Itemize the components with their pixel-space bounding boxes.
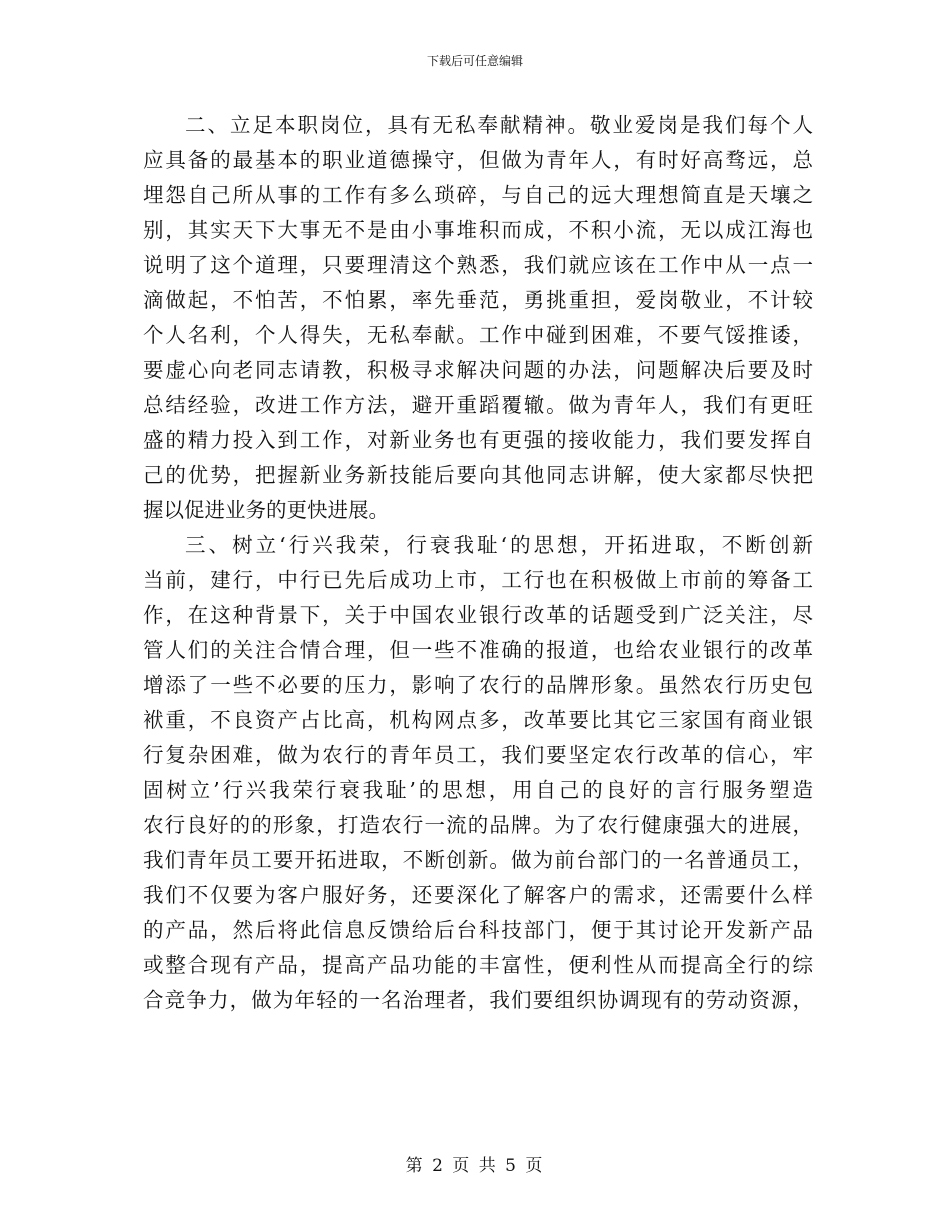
page-header: 下载后可任意编辑 (426, 54, 523, 68)
text-line: 管人们的关注合情合理，但一些不准确的报道，也给农业银行的改革 (143, 638, 813, 662)
text-line: 我们青年员工要开拓进取，不断创新。做为前台部门的一名普通员工， (143, 848, 813, 872)
text-line: 别，其实天下大事无不是由小事堆积而成，不积小流，无以成江海也 (143, 218, 813, 242)
text-line: 行复杂困难，做为农行的青年员工，我们要坚定农行改革的信心，牢 (143, 743, 813, 767)
text-line: 农行良好的的形象，打造农行一流的品牌。为了农行健康强大的进展， (143, 813, 813, 837)
page-footer: 第 2 页 共 5 页 (405, 1156, 545, 1176)
text-line: 埋怨自己所从事的工作有多么琐碎，与自己的远大理想简直是天壤之 (143, 183, 813, 207)
text-line: 握以促进业务的更快进展。 (143, 498, 389, 522)
text-line: 合竞争力，做为年轻的一名治理者，我们要组织协调现有的劳动资源， (143, 988, 813, 1012)
text-line: 的产品，然后将此信息反馈给后台科技部门，便于其讨论开发新产品 (143, 918, 813, 942)
text-line: 要虚心向老同志请教，积极寻求解决问题的办法，问题解决后要及时 (143, 358, 813, 382)
text-line: 增添了一些不必要的压力，影响了农行的品牌形象。虽然农行历史包 (143, 673, 813, 697)
text-line: 当前，建行，中行已先后成功上市，工行也在积极做上市前的筹备工 (143, 568, 813, 592)
text-line: 我们不仅要为客户服好务，还要深化了解客户的需求，还需要什么样 (143, 883, 813, 907)
text-line: 固树立’行兴我荣行衰我耻’的思想，用自己的良好的言行服务塑造 (143, 778, 813, 802)
text-line: 滴做起，不怕苦，不怕累，率先垂范，勇挑重担，爱岗敬业，不计较 (143, 288, 813, 312)
text-line: 二、立足本职岗位，具有无私奉献精神。敬业爱岗是我们每个人 (185, 113, 813, 137)
text-line: 个人名利，个人得失，无私奉献。工作中碰到困难，不要气馁推诿， (143, 323, 813, 347)
text-line: 三、树立‘行兴我荣，行衰我耻‘的思想，开拓进取，不断创新 (185, 533, 813, 557)
text-line: 作，在这种背景下，关于中国农业银行改革的话题受到广泛关注，尽 (143, 603, 813, 627)
text-line: 盛的精力投入到工作，对新业务也有更强的接收能力，我们要发挥自 (143, 428, 813, 452)
document-body (143, 108, 813, 1018)
text-line: 说明了这个道理，只要理清这个熟悉，我们就应该在工作中从一点一 (143, 253, 813, 277)
text-line: 总结经验，改进工作方法，避开重蹈覆辙。做为青年人，我们有更旺 (143, 393, 813, 417)
text-line: 应具备的最基本的职业道德操守，但做为青年人，有时好高骛远，总 (143, 148, 813, 172)
text-line: 己的优势，把握新业务新技能后要向其他同志讲解，使大家都尽快把 (143, 463, 813, 487)
text-line: 袱重，不良资产占比高，机构网点多，改革要比其它三家国有商业银 (143, 708, 813, 732)
text-line: 或整合现有产品，提高产品功能的丰富性，便利性从而提高全行的综 (143, 953, 813, 977)
